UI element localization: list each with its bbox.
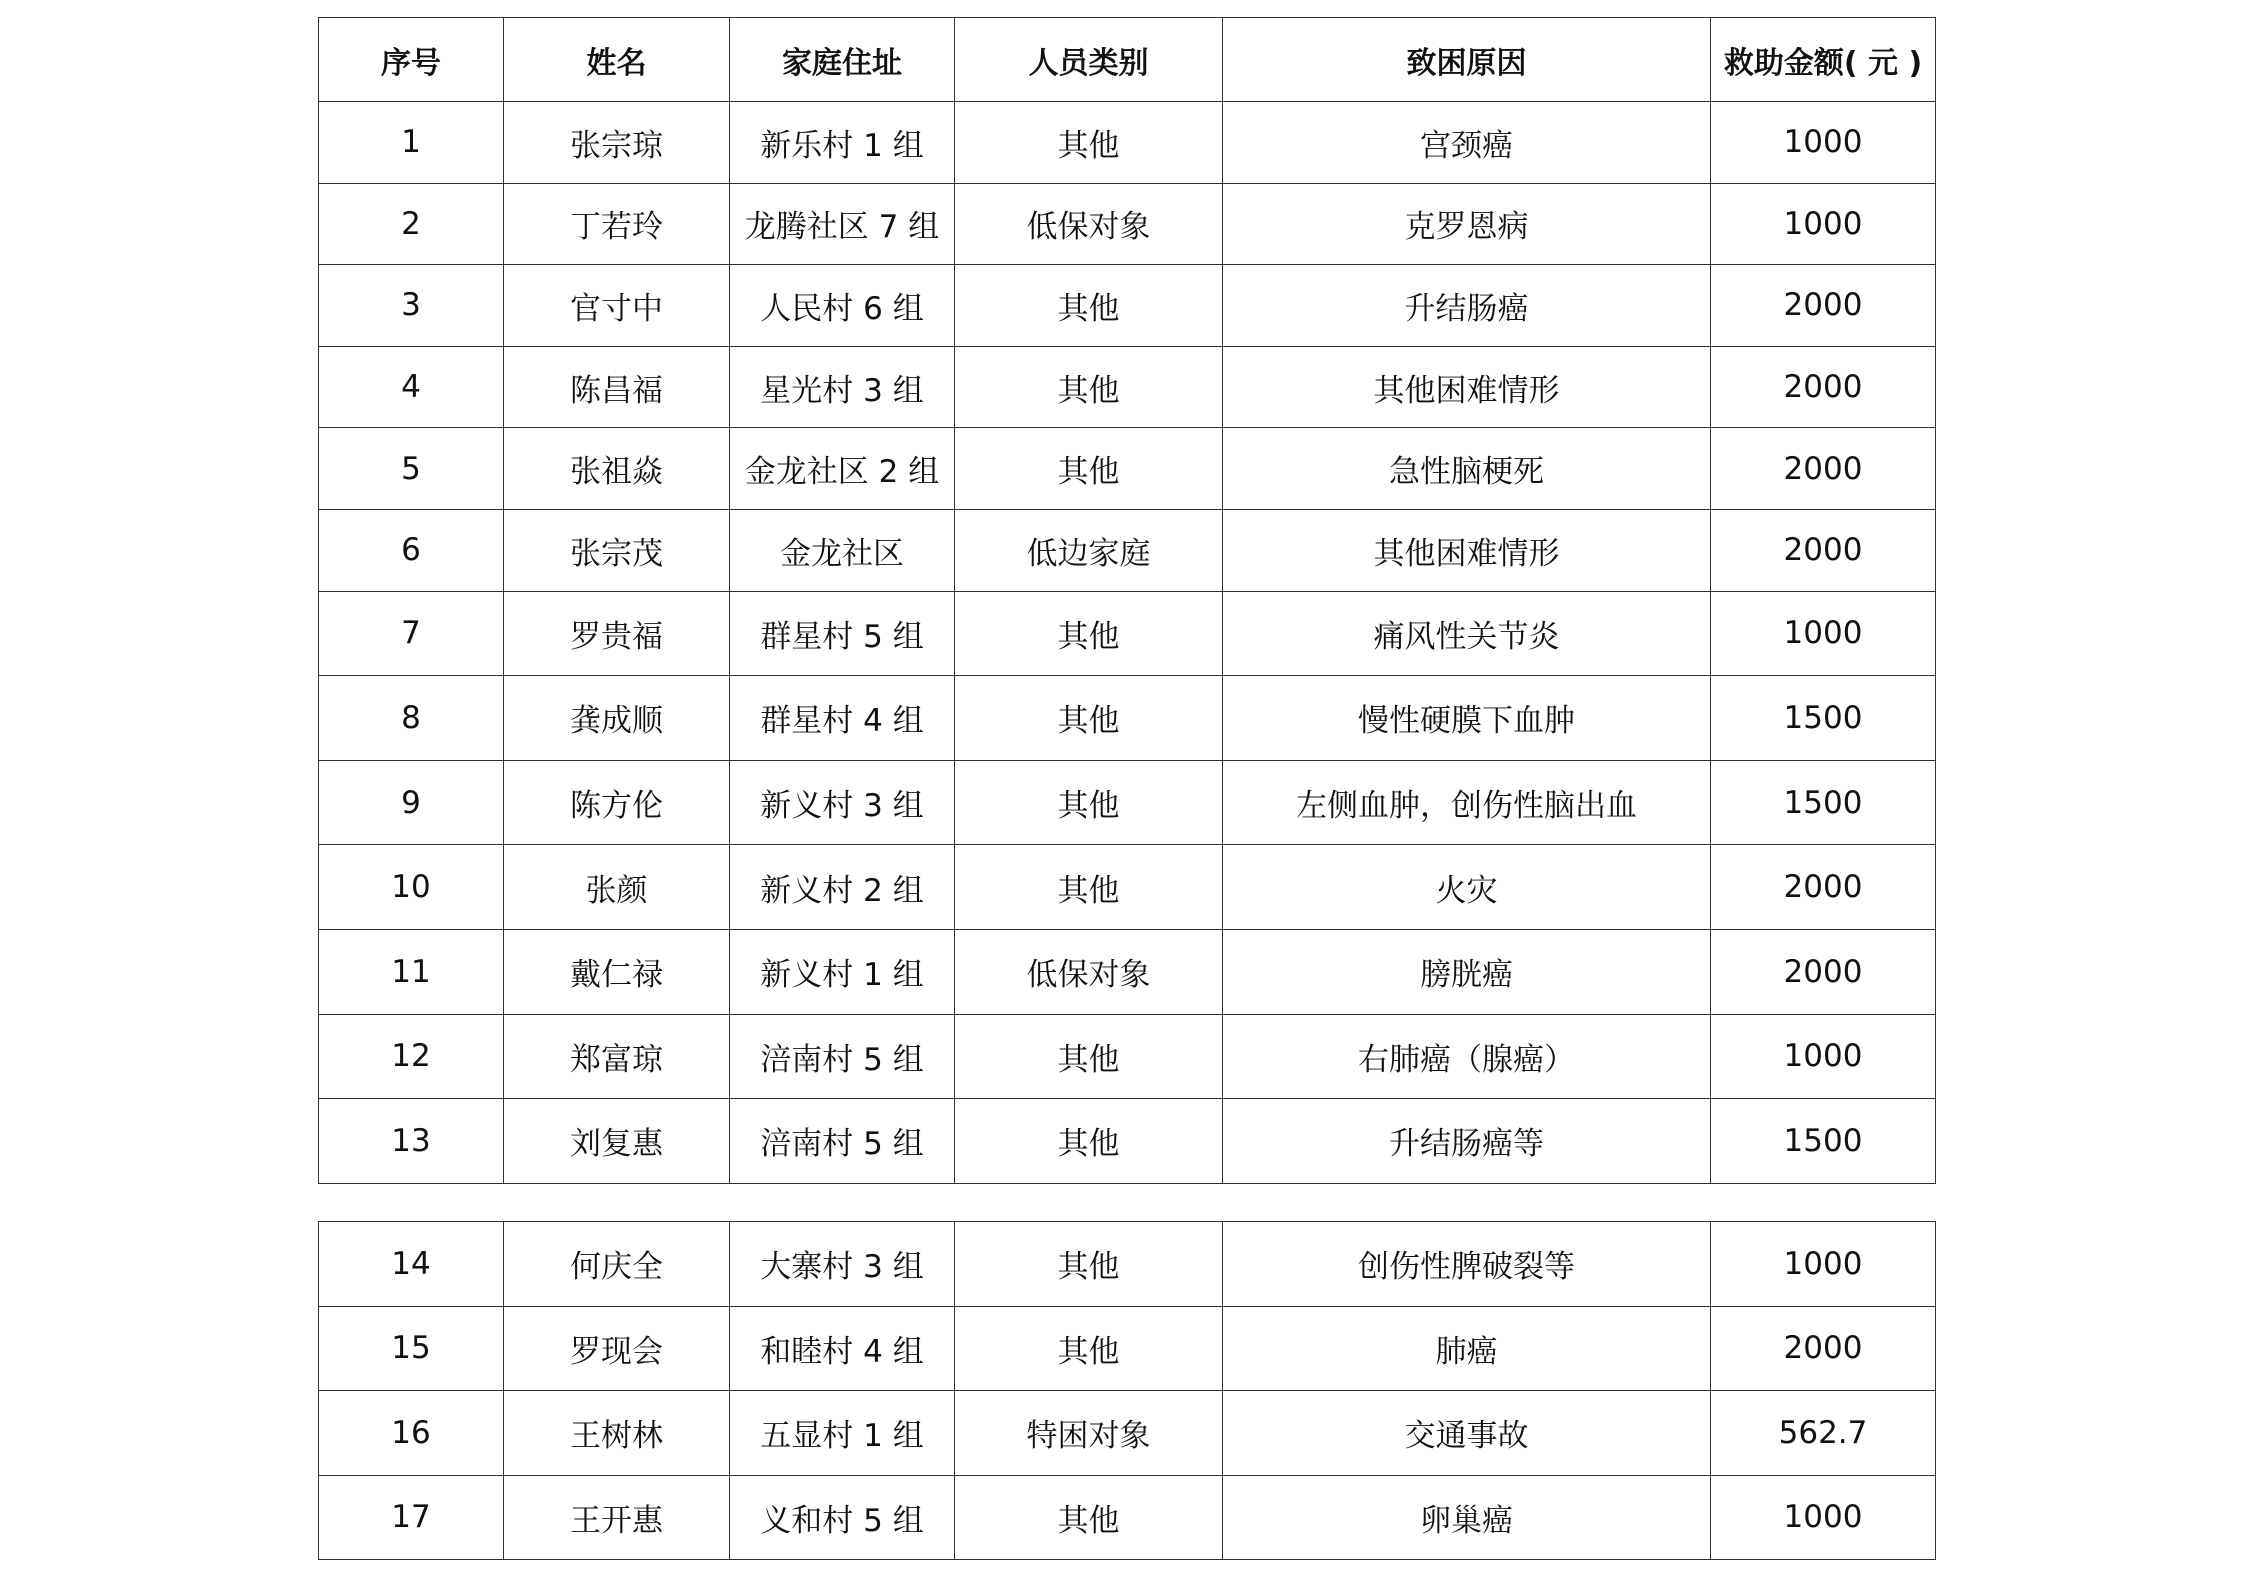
cell-reason: 火灾 <box>1223 845 1711 930</box>
table-row <box>319 591 1936 676</box>
header-reason: 致困原因 <box>1223 18 1711 102</box>
cell-category: 低保对象 <box>955 929 1223 1014</box>
cell-reason: 升结肠癌 <box>1223 265 1711 347</box>
cell-serial: 11 <box>319 929 504 1014</box>
cell-name: 郑富琼 <box>504 1014 730 1099</box>
cell-reason: 其他困难情形 <box>1223 509 1711 591</box>
cell-amount: 2000 <box>1711 845 1936 930</box>
cell-name: 张颜 <box>504 845 730 930</box>
cell-amount: 1000 <box>1711 1014 1936 1099</box>
cell-reason: 其他困难情形 <box>1223 346 1711 428</box>
cell-address: 涪南村 5 组 <box>730 1014 955 1099</box>
cell-address: 和睦村 4 组 <box>730 1306 955 1391</box>
cell-amount: 2000 <box>1711 346 1936 428</box>
cell-serial: 10 <box>319 845 504 930</box>
header-category: 人员类别 <box>955 18 1223 102</box>
cell-serial: 8 <box>319 676 504 761</box>
cell-category: 其他 <box>955 428 1223 510</box>
assistance-table-part1 <box>318 17 1936 1184</box>
cell-serial: 6 <box>319 509 504 591</box>
cell-amount: 2000 <box>1711 265 1936 347</box>
cell-name: 官寸中 <box>504 265 730 347</box>
cell-category: 低保对象 <box>955 183 1223 265</box>
cell-amount: 1000 <box>1711 591 1936 676</box>
cell-amount: 2000 <box>1711 929 1936 1014</box>
cell-name: 张宗琼 <box>504 102 730 184</box>
table-row <box>319 760 1936 845</box>
cell-serial: 2 <box>319 183 504 265</box>
header-amount: 救助金额( 元 ) <box>1711 18 1936 102</box>
cell-category: 其他 <box>955 102 1223 184</box>
cell-address: 金龙社区 2 组 <box>730 428 955 510</box>
cell-amount: 1500 <box>1711 676 1936 761</box>
cell-name: 张祖焱 <box>504 428 730 510</box>
cell-reason: 克罗恩病 <box>1223 183 1711 265</box>
table-row <box>319 428 1936 510</box>
cell-category: 其他 <box>955 346 1223 428</box>
header-address: 家庭住址 <box>730 18 955 102</box>
cell-serial: 1 <box>319 102 504 184</box>
cell-reason: 升结肠癌等 <box>1223 1099 1711 1184</box>
table-row <box>319 1014 1936 1099</box>
cell-name: 罗贵福 <box>504 591 730 676</box>
cell-serial: 4 <box>319 346 504 428</box>
cell-category: 其他 <box>955 591 1223 676</box>
cell-address: 群星村 5 组 <box>730 591 955 676</box>
cell-address: 金龙社区 <box>730 509 955 591</box>
cell-amount: 562.7 <box>1711 1391 1936 1476</box>
cell-name: 龚成顺 <box>504 676 730 761</box>
cell-reason: 肺癌 <box>1223 1306 1711 1391</box>
cell-amount: 1000 <box>1711 1475 1936 1560</box>
table-row <box>319 1475 1936 1560</box>
cell-amount: 1000 <box>1711 183 1936 265</box>
assistance-table-part2 <box>318 1221 1936 1560</box>
cell-name: 罗现会 <box>504 1306 730 1391</box>
cell-amount: 2000 <box>1711 1306 1936 1391</box>
cell-reason: 卵巢癌 <box>1223 1475 1711 1560</box>
table-row <box>319 1222 1936 1307</box>
cell-address: 新义村 3 组 <box>730 760 955 845</box>
cell-serial: 12 <box>319 1014 504 1099</box>
cell-address: 大寨村 3 组 <box>730 1222 955 1307</box>
cell-serial: 9 <box>319 760 504 845</box>
cell-category: 其他 <box>955 1475 1223 1560</box>
cell-category: 其他 <box>955 760 1223 845</box>
table-row <box>319 183 1936 265</box>
cell-serial: 15 <box>319 1306 504 1391</box>
cell-name: 张宗茂 <box>504 509 730 591</box>
cell-address: 人民村 6 组 <box>730 265 955 347</box>
cell-address: 新义村 1 组 <box>730 929 955 1014</box>
cell-name: 陈昌福 <box>504 346 730 428</box>
table-row <box>319 845 1936 930</box>
table-row <box>319 265 1936 347</box>
cell-amount: 1500 <box>1711 1099 1936 1184</box>
cell-serial: 3 <box>319 265 504 347</box>
header-name: 姓名 <box>504 18 730 102</box>
table-row <box>319 509 1936 591</box>
cell-reason: 宫颈癌 <box>1223 102 1711 184</box>
cell-reason: 膀胱癌 <box>1223 929 1711 1014</box>
cell-serial: 17 <box>319 1475 504 1560</box>
cell-reason: 急性脑梗死 <box>1223 428 1711 510</box>
cell-serial: 13 <box>319 1099 504 1184</box>
table-row <box>319 1391 1936 1476</box>
cell-category: 特困对象 <box>955 1391 1223 1476</box>
cell-address: 义和村 5 组 <box>730 1475 955 1560</box>
cell-amount: 2000 <box>1711 428 1936 510</box>
cell-serial: 14 <box>319 1222 504 1307</box>
cell-name: 何庆全 <box>504 1222 730 1307</box>
cell-amount: 1000 <box>1711 102 1936 184</box>
cell-reason: 右肺癌（腺癌） <box>1223 1014 1711 1099</box>
cell-category: 低边家庭 <box>955 509 1223 591</box>
cell-name: 丁若玲 <box>504 183 730 265</box>
cell-amount: 1000 <box>1711 1222 1936 1307</box>
cell-category: 其他 <box>955 845 1223 930</box>
cell-amount: 2000 <box>1711 509 1936 591</box>
cell-category: 其他 <box>955 1099 1223 1184</box>
cell-name: 戴仁禄 <box>504 929 730 1014</box>
cell-category: 其他 <box>955 1014 1223 1099</box>
cell-reason: 左侧血肿，创伤性脑出血 <box>1223 760 1711 845</box>
header-serial: 序号 <box>319 18 504 102</box>
cell-serial: 5 <box>319 428 504 510</box>
cell-reason: 交通事故 <box>1223 1391 1711 1476</box>
cell-address: 五显村 1 组 <box>730 1391 955 1476</box>
table-row <box>319 102 1936 184</box>
cell-reason: 痛风性关节炎 <box>1223 591 1711 676</box>
cell-address: 星光村 3 组 <box>730 346 955 428</box>
table-row <box>319 676 1936 761</box>
cell-reason: 创伤性脾破裂等 <box>1223 1222 1711 1307</box>
cell-category: 其他 <box>955 265 1223 347</box>
table-row <box>319 1306 1936 1391</box>
cell-reason: 慢性硬膜下血肿 <box>1223 676 1711 761</box>
cell-name: 刘复惠 <box>504 1099 730 1184</box>
cell-address: 新义村 2 组 <box>730 845 955 930</box>
cell-category: 其他 <box>955 676 1223 761</box>
cell-serial: 16 <box>319 1391 504 1476</box>
cell-amount: 1500 <box>1711 760 1936 845</box>
cell-address: 涪南村 5 组 <box>730 1099 955 1184</box>
table-row <box>319 1099 1936 1184</box>
cell-address: 新乐村 1 组 <box>730 102 955 184</box>
cell-category: 其他 <box>955 1222 1223 1307</box>
cell-address: 群星村 4 组 <box>730 676 955 761</box>
cell-name: 王树林 <box>504 1391 730 1476</box>
cell-name: 陈方伦 <box>504 760 730 845</box>
table-row <box>319 346 1936 428</box>
cell-name: 王开惠 <box>504 1475 730 1560</box>
table-header-row <box>319 18 1936 102</box>
table-row <box>319 929 1936 1014</box>
cell-category: 其他 <box>955 1306 1223 1391</box>
cell-serial: 7 <box>319 591 504 676</box>
cell-address: 龙腾社区 7 组 <box>730 183 955 265</box>
